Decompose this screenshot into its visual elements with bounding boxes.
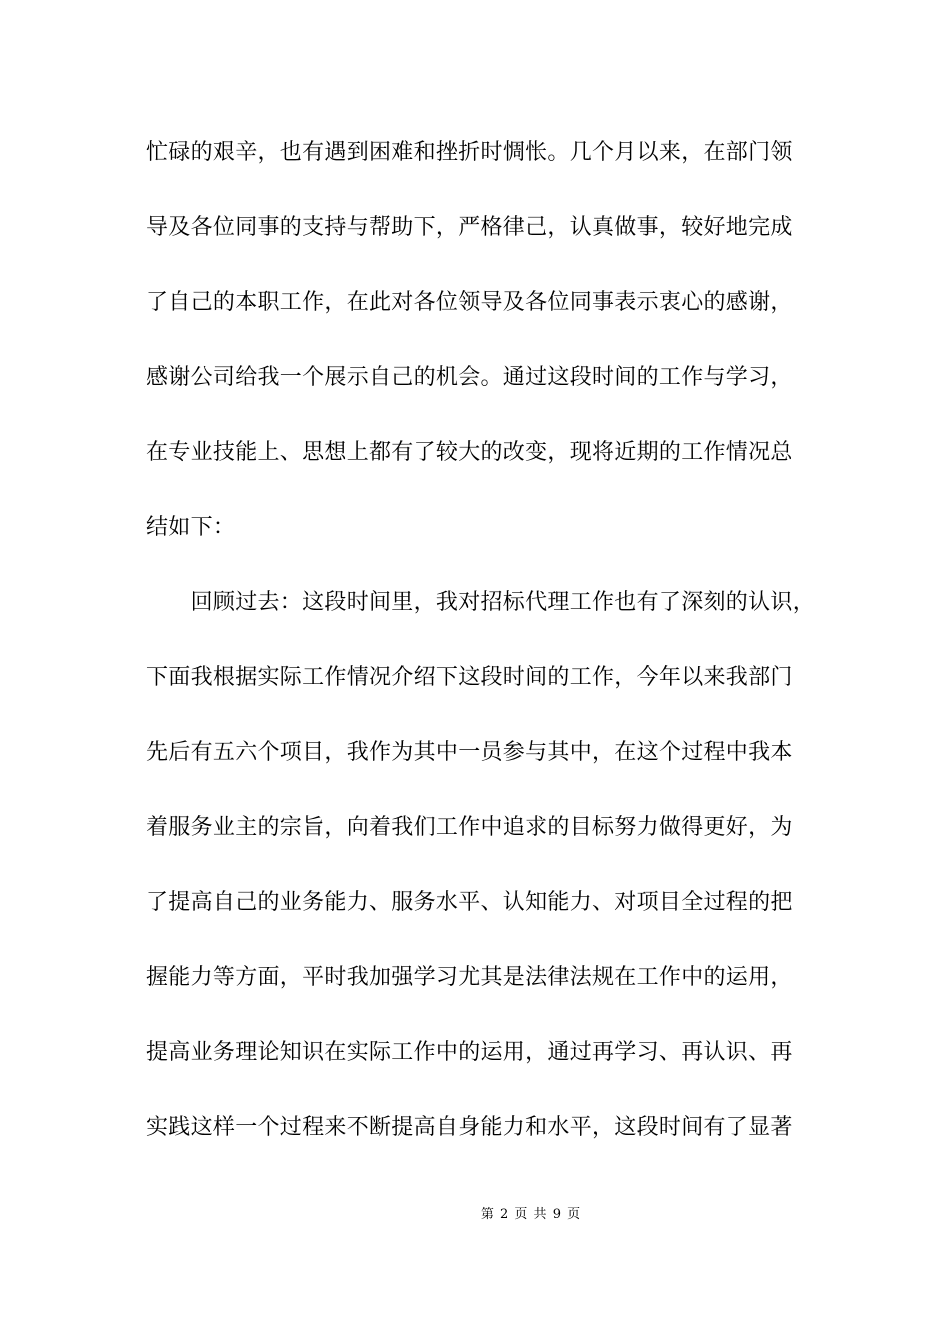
text-line: 了自己的本职工作，在此对各位领导及各位同事表示衷心的感谢， (146, 290, 793, 315)
text-line: 了提高自己的业务能力、服务水平、认知能力、对项目全过程的把 (146, 890, 793, 915)
text-line: 实践这样一个过程来不断提高自身能力和水平，这段时间有了显著 (146, 1115, 793, 1140)
text-line: 导及各位同事的支持与帮助下，严格律己，认真做事，较好地完成 (146, 215, 793, 240)
text-line: 下面我根据实际工作情况介绍下这段时间的工作，今年以来我部门 (146, 665, 793, 690)
text-line: 感谢公司给我一个展示自己的机会。通过这段时间的工作与学习， (146, 365, 793, 390)
text-line: 先后有五六个项目，我作为其中一员参与其中，在这个过程中我本 (146, 740, 793, 765)
text-line: 握能力等方面，平时我加强学习尤其是法律法规在工作中的运用， (146, 965, 793, 990)
text-line: 忙碌的艰辛，也有遇到困难和挫折时惆怅。几个月以来，在部门领 (146, 140, 793, 165)
text-line: 在专业技能上、思想上都有了较大的改变，现将近期的工作情况总 (146, 440, 793, 465)
text-line: 提高业务理论知识在实际工作中的运用，通过再学习、再认识、再 (146, 1040, 793, 1065)
body-text (146, 126, 816, 1176)
text-line: 结如下： (146, 515, 236, 540)
page-number-footer: 第 2 页 共 9 页 (480, 1207, 582, 1222)
text-line: 回顾过去：这段时间里，我对招标代理工作也有了深刻的认识， (146, 590, 816, 615)
text-line: 着服务业主的宗旨，向着我们工作中追求的目标努力做得更好，为 (146, 815, 793, 840)
